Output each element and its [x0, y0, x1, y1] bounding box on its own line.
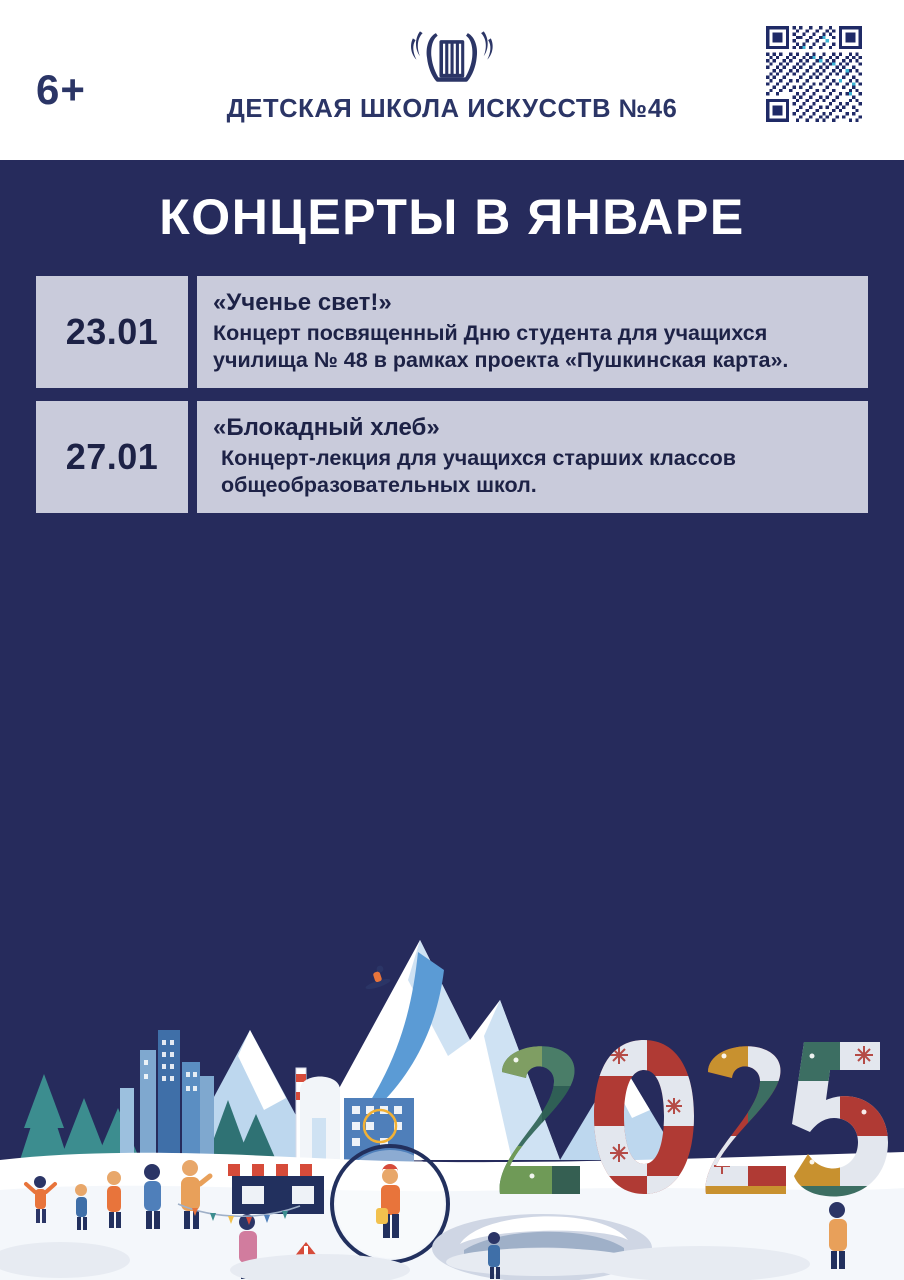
poster-body — [0, 160, 904, 1280]
age-rating-badge: 6+ — [36, 66, 86, 113]
event-row — [36, 401, 868, 513]
qr-code-icon[interactable] — [766, 26, 862, 122]
lyre-logo-icon — [381, 26, 523, 88]
event-description: Концерт-лекция для учащихся старших классов общеобразовательных школ. — [221, 445, 737, 497]
event-title: «Блокадный хлеб» — [213, 413, 440, 441]
event-row — [36, 276, 868, 388]
page-title: КОНЦЕРТЫ В ЯНВАРЕ — [159, 189, 745, 245]
event-date: 23.01 — [36, 276, 188, 388]
school-logo-block — [172, 26, 732, 124]
event-date: 27.01 — [36, 401, 188, 513]
event-title: «Ученье свет!» — [213, 289, 392, 316]
events-list — [36, 276, 868, 526]
event-body — [197, 401, 868, 513]
poster-header — [0, 0, 904, 160]
school-name: ДЕТСКАЯ ШКОЛА ИСКУССТВ №46 — [226, 95, 678, 123]
event-description: Концерт посвященный Дню студента для учащихся училища № 48 в рамках проекта «Пушкинская карта». — [213, 321, 789, 372]
year-label — [692, 1221, 693, 1222]
year-2025-graphic — [492, 1026, 892, 1226]
event-body — [197, 276, 868, 388]
